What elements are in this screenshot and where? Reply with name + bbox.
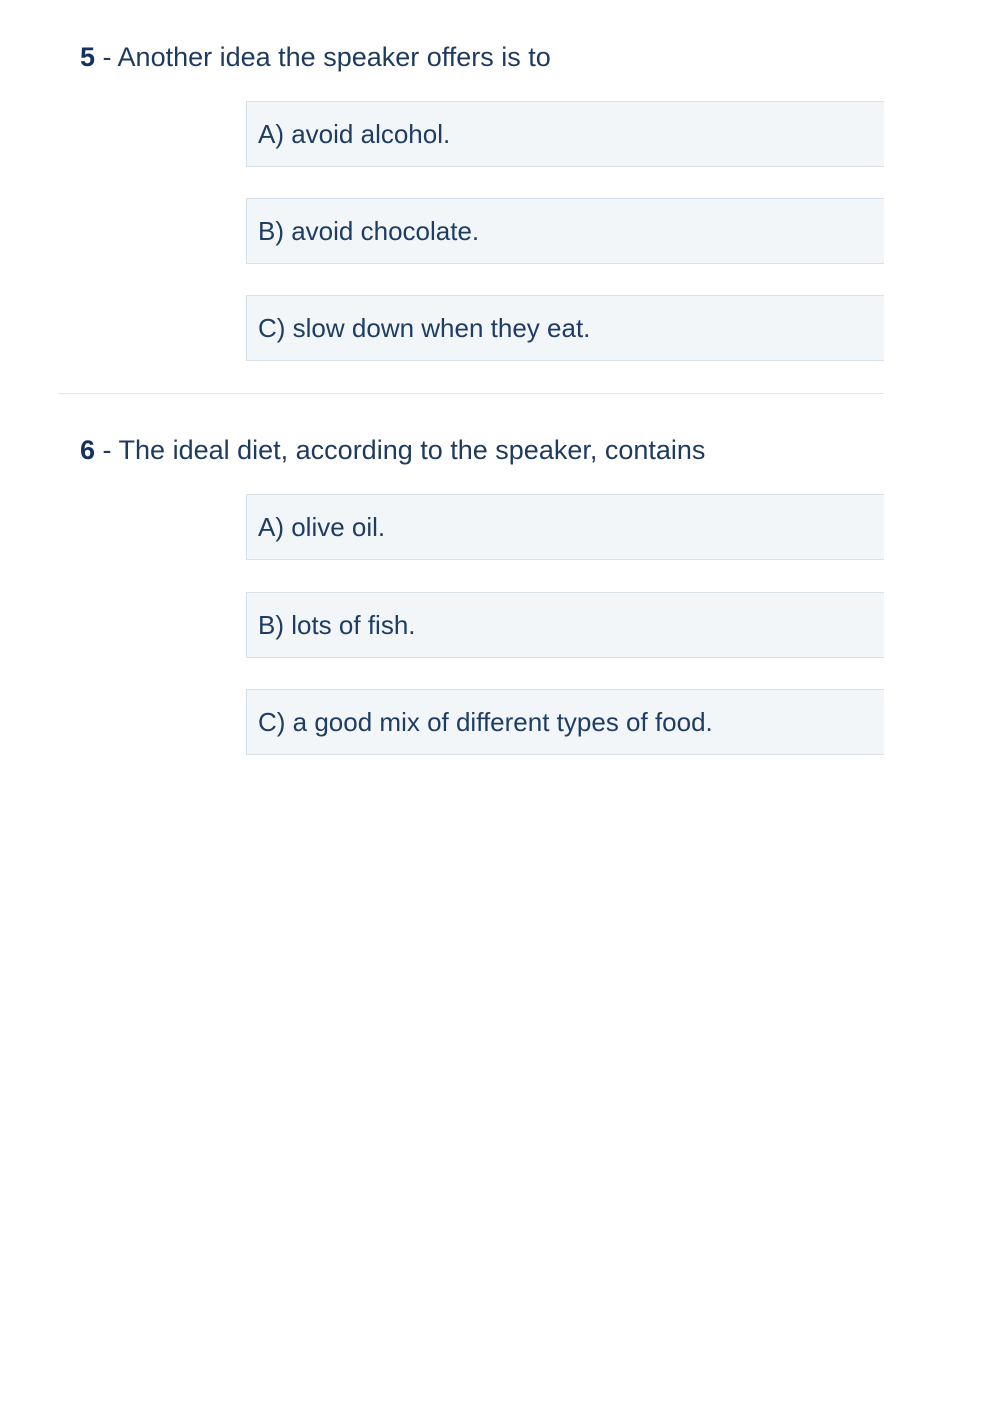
question-text: The ideal diet, according to the speaker, contains [118,435,706,465]
question-6-option-a[interactable] [246,494,884,560]
question-5-option-b[interactable] [246,198,884,264]
question-5-title [80,40,551,74]
question-divider [58,393,884,394]
option-label: B) lots of fish. [258,609,416,640]
question-5-option-c[interactable] [246,295,884,361]
option-label: A) olive oil. [258,511,386,542]
question-number: 6 [80,435,96,465]
option-label: C) a good mix of different types of food. [258,706,713,737]
question-separator: - [95,42,118,72]
question-6-option-c[interactable] [246,689,884,755]
question-6-option-b[interactable] [246,592,884,658]
option-label: C) slow down when they eat. [258,312,591,343]
question-5-option-a[interactable] [246,101,884,167]
question-6-title [80,433,705,467]
option-label: B) avoid chocolate. [258,215,480,246]
question-separator: - [95,435,119,465]
question-number: 5 [80,42,96,72]
question-text: Another idea the speaker offers is to [117,42,551,72]
option-label: A) avoid alcohol. [258,118,451,149]
